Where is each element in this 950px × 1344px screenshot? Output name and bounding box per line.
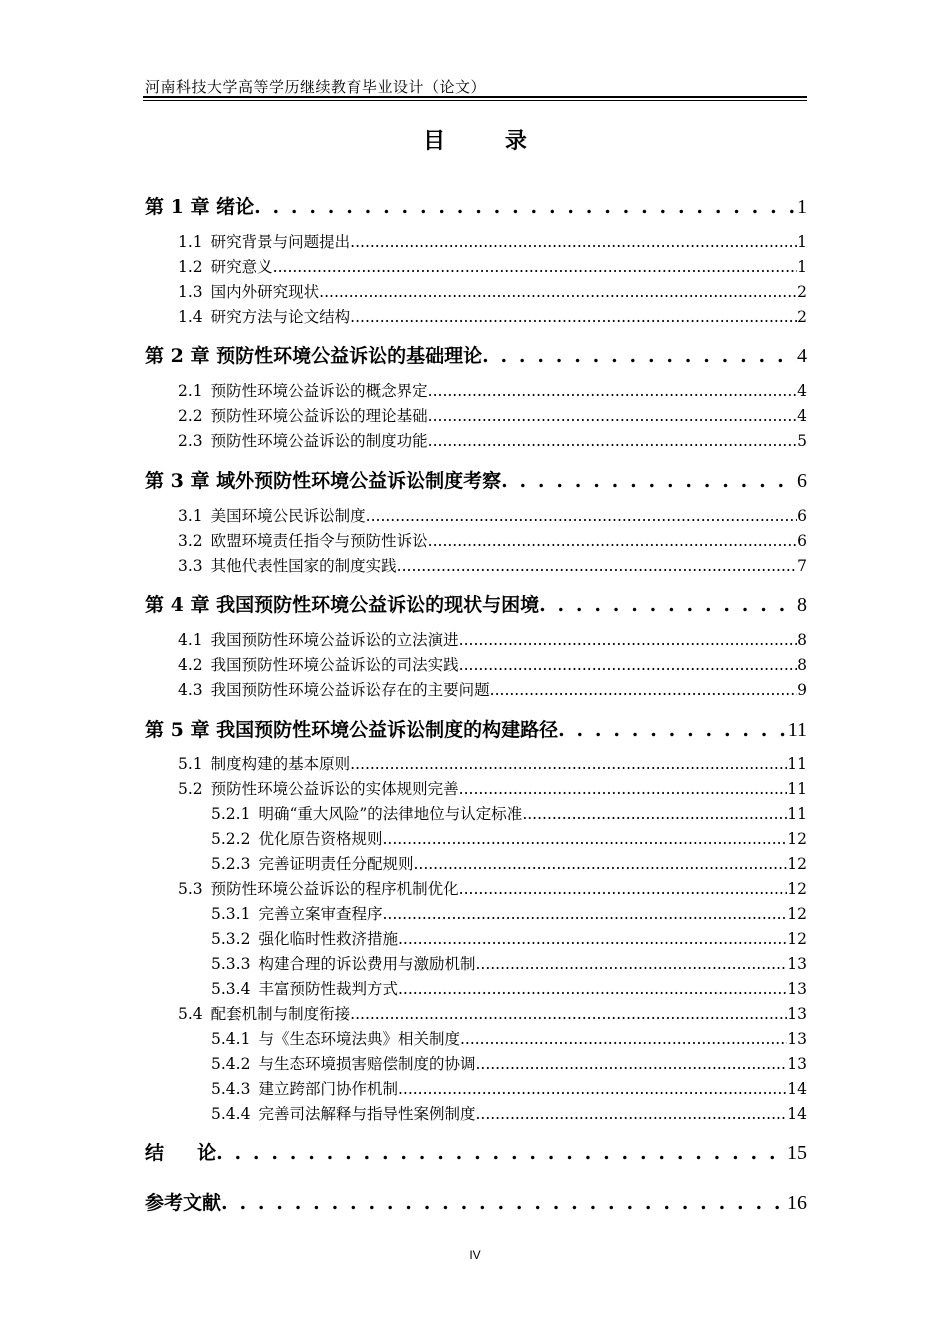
toc-page-number: 11: [787, 719, 807, 741]
toc-section-number: 5.3.4: [211, 980, 251, 998]
toc-page-number: 16: [787, 1192, 807, 1214]
toc-leader: [254, 196, 797, 218]
toc-page-number: 8: [797, 656, 807, 674]
toc-section-5-3[interactable]: [178, 877, 807, 899]
toc-leader: [482, 345, 797, 367]
toc-section-title: 美国环境公民诉讼制度: [210, 507, 366, 525]
toc-page-number: 13: [787, 1055, 807, 1073]
toc-section-number: 1.4: [178, 308, 203, 326]
toc-subsection-5-4-1[interactable]: [211, 1027, 807, 1049]
toc-leader: [522, 805, 787, 823]
toc-leader: [460, 1030, 787, 1048]
toc-leader: [413, 855, 787, 873]
toc-chapter-label: 参考文献: [145, 1192, 222, 1214]
toc-section-number: 1.2: [178, 258, 203, 276]
toc-page-number: 8: [797, 631, 807, 649]
toc-section-number: 5.4: [178, 1005, 203, 1023]
toc-section-title: 明确“重大风险”的法律地位与认定标准: [258, 805, 523, 823]
toc-section-title: 国内外研究现状: [210, 283, 320, 301]
toc-section-number: 4.1: [178, 631, 203, 649]
toc-section-2-2[interactable]: [178, 404, 807, 426]
toc-page-number: 12: [787, 880, 807, 898]
toc-page-number: 6: [797, 470, 807, 492]
toc-page-number: 15: [787, 1142, 807, 1164]
toc-chapter-label: 第 1 章 绪论: [145, 196, 255, 218]
toc-chapter-label: 第 4 章 我国预防性环境公益诉讼的现状与困境: [145, 594, 540, 616]
document-header: 河南科技大学高等学历继续教育毕业设计（论文）: [145, 78, 487, 96]
toc-section-5-2[interactable]: [178, 777, 807, 799]
toc-subsection-5-3-2[interactable]: [211, 927, 807, 949]
toc-section-title: 构建合理的诉讼费用与激励机制: [258, 955, 476, 973]
toc-section-number: 5.4.4: [211, 1105, 251, 1123]
toc-section-4-1[interactable]: [178, 628, 807, 650]
toc-section-number: 5.3.2: [211, 930, 251, 948]
toc-page-number: 13: [787, 980, 807, 998]
toc-page-number: 1: [797, 258, 807, 276]
toc-section-title: 与生态环境损害赔偿制度的协调: [258, 1055, 476, 1073]
toc-page-number: 7: [797, 557, 807, 575]
toc-leader: [397, 557, 797, 575]
toc-section-title: 预防性环境公益诉讼的概念界定: [210, 382, 428, 400]
toc-conclusion[interactable]: [145, 1138, 807, 1164]
header-rule-thick: [143, 96, 807, 98]
toc-title: 目 录: [423, 128, 553, 154]
toc-section-title: 研究背景与问题提出: [210, 233, 351, 251]
toc-subsection-5-4-2[interactable]: [211, 1052, 807, 1074]
toc-leader: [558, 719, 788, 741]
toc-section-title: 其他代表性国家的制度实践: [210, 557, 397, 575]
toc-page-number: 11: [787, 780, 807, 798]
toc-leader: [221, 1192, 787, 1214]
toc-section-title: 优化原告资格规则: [258, 830, 383, 848]
toc-chapter-label: 第 3 章 域外预防性环境公益诉讼制度考察: [145, 470, 502, 492]
toc-chapter-label: 结 论: [145, 1142, 217, 1164]
toc-section-number: 4.3: [178, 681, 203, 699]
toc-section-number: 5.2: [178, 780, 203, 798]
toc-section-title: 预防性环境公益诉讼的实体规则完善: [210, 780, 459, 798]
toc-subsection-5-2-3[interactable]: [211, 852, 807, 874]
toc-page-number: 2: [797, 283, 807, 301]
toc-section-number: 4.2: [178, 656, 203, 674]
toc-section-2-1[interactable]: [178, 379, 807, 401]
toc-page-number: 1: [797, 196, 807, 218]
toc-leader: [539, 594, 797, 616]
toc-leader: [475, 1055, 787, 1073]
toc-page-number: 9: [797, 681, 807, 699]
toc-page-number: 13: [787, 1005, 807, 1023]
toc-leader: [428, 407, 797, 425]
toc-page-number: 4: [797, 382, 807, 400]
toc-section-number: 5.3.3: [211, 955, 251, 973]
toc-page-number: 14: [787, 1105, 807, 1123]
toc-section-3-2[interactable]: [178, 529, 807, 551]
toc-leader: [350, 755, 787, 773]
toc-chapter-3[interactable]: [145, 466, 807, 492]
toc-section-number: 1.1: [178, 233, 203, 251]
toc-section-title: 完善立案审查程序: [258, 905, 383, 923]
toc-leader: [398, 930, 787, 948]
toc-section-5-4[interactable]: [178, 1002, 807, 1024]
toc-leader: [475, 955, 787, 973]
toc-section-title: 预防性环境公益诉讼的程序机制优化: [210, 880, 459, 898]
toc-section-title: 我国预防性环境公益诉讼的司法实践: [210, 656, 459, 674]
toc-section-title: 建立跨部门协作机制: [258, 1080, 398, 1098]
toc-chapter-label: 第 5 章 我国预防性环境公益诉讼制度的构建路径: [145, 719, 559, 741]
toc-section-3-3[interactable]: [178, 554, 807, 576]
toc-chapter-4[interactable]: [145, 590, 807, 616]
toc-section-5-1[interactable]: [178, 752, 807, 774]
toc-section-title: 配套机制与制度衔接: [210, 1005, 351, 1023]
toc-subsection-5-3-4[interactable]: [211, 977, 807, 999]
toc-section-1-1[interactable]: [178, 230, 807, 252]
toc-leader: [428, 532, 797, 550]
toc-page-number: 12: [787, 930, 807, 948]
toc-leader: [382, 905, 787, 923]
toc-section-title: 丰富预防性裁判方式: [258, 980, 398, 998]
toc-section-number: 5.2.1: [211, 805, 251, 823]
toc-leader: [490, 681, 797, 699]
page-number: IV: [469, 1248, 481, 1262]
toc-section-title: 预防性环境公益诉讼的制度功能: [210, 432, 428, 450]
toc-section-number: 2.3: [178, 432, 203, 450]
toc-section-title: 与《生态环境法典》相关制度: [258, 1030, 460, 1048]
toc-section-number: 3.3: [178, 557, 203, 575]
header-rule-thin: [143, 100, 807, 101]
toc-section-1-2[interactable]: [178, 255, 807, 277]
toc-section-title: 完善证明责任分配规则: [258, 855, 414, 873]
toc-section-title: 强化临时性救济措施: [258, 930, 398, 948]
toc-chapter-label: 第 2 章 预防性环境公益诉讼的基础理论: [145, 345, 483, 367]
toc-leader: [273, 258, 797, 276]
toc-leader: [459, 631, 797, 649]
toc-page-number: 1: [797, 233, 807, 251]
toc-references[interactable]: [145, 1188, 807, 1214]
toc-page-number: 4: [797, 345, 807, 367]
toc-leader: [428, 382, 797, 400]
toc-page-number: 5: [797, 432, 807, 450]
toc-leader: [350, 233, 797, 251]
toc-section-4-2[interactable]: [178, 653, 807, 675]
toc-chapter-2[interactable]: [145, 341, 807, 367]
toc-page-number: 11: [787, 805, 807, 823]
toc-section-title: 研究意义: [210, 258, 273, 276]
toc-page-number: 11: [787, 755, 807, 773]
toc-subsection-5-4-3[interactable]: [211, 1077, 807, 1099]
toc-leader: [398, 1080, 787, 1098]
toc-subsection-5-4-4[interactable]: [211, 1102, 807, 1124]
toc-section-number: 5.2.2: [211, 830, 251, 848]
toc-subsection-5-2-1[interactable]: [211, 802, 807, 824]
toc-section-title: 制度构建的基本原则: [210, 755, 351, 773]
toc-section-number: 5.3.1: [211, 905, 251, 923]
toc-chapter-1[interactable]: [145, 192, 807, 218]
toc-section-title: 完善司法解释与指导性案例制度: [258, 1105, 476, 1123]
toc-section-title: 研究方法与论文结构: [210, 308, 351, 326]
toc-leader: [428, 432, 797, 450]
toc-section-number: 2.1: [178, 382, 203, 400]
toc-page-number: 6: [797, 532, 807, 550]
toc-section-title: 我国预防性环境公益诉讼存在的主要问题: [210, 681, 490, 699]
toc-section-number: 5.4.1: [211, 1030, 251, 1048]
toc-page-number: 6: [797, 507, 807, 525]
toc-section-1-4[interactable]: [178, 305, 807, 327]
toc-leader: [501, 470, 797, 492]
toc-leader: [475, 1105, 787, 1123]
toc-leader: [216, 1142, 787, 1164]
toc-leader: [459, 656, 797, 674]
toc-page-number: 8: [797, 594, 807, 616]
toc-leader: [382, 830, 787, 848]
toc-leader: [350, 308, 797, 326]
toc-section-1-3[interactable]: [178, 280, 807, 302]
toc-section-3-1[interactable]: [178, 504, 807, 526]
toc-leader: [398, 980, 787, 998]
toc-leader: [319, 283, 797, 301]
toc-page-number: 12: [787, 855, 807, 873]
toc-section-number: 3.2: [178, 532, 203, 550]
toc-chapter-5[interactable]: [145, 715, 807, 741]
toc-section-number: 3.1: [178, 507, 203, 525]
toc-page-number: 14: [787, 1080, 807, 1098]
toc-page-number: 12: [787, 830, 807, 848]
toc-section-title: 欧盟环境责任指令与预防性诉讼: [210, 532, 428, 550]
toc-subsection-5-3-3[interactable]: [211, 952, 807, 974]
toc-leader: [459, 780, 788, 798]
toc-leader: [459, 880, 788, 898]
toc-section-number: 2.2: [178, 407, 203, 425]
toc-section-4-3[interactable]: [178, 678, 807, 700]
toc-section-title: 我国预防性环境公益诉讼的立法演进: [210, 631, 459, 649]
toc-section-number: 5.4.3: [211, 1080, 251, 1098]
toc-section-number: 5.2.3: [211, 855, 251, 873]
toc-page-number: 2: [797, 308, 807, 326]
toc-page-number: 12: [787, 905, 807, 923]
toc-subsection-5-2-2[interactable]: [211, 827, 807, 849]
toc-leader: [350, 1005, 787, 1023]
toc-page-number: 13: [787, 1030, 807, 1048]
toc-section-number: 1.3: [178, 283, 203, 301]
toc-leader: [366, 507, 797, 525]
toc-page-number: 13: [787, 955, 807, 973]
toc-section-number: 5.4.2: [211, 1055, 251, 1073]
toc-subsection-5-3-1[interactable]: [211, 902, 807, 924]
toc-section-title: 预防性环境公益诉讼的理论基础: [210, 407, 428, 425]
toc-section-2-3[interactable]: [178, 429, 807, 451]
toc-page-number: 4: [797, 407, 807, 425]
toc-section-number: 5.3: [178, 880, 203, 898]
toc-section-number: 5.1: [178, 755, 203, 773]
